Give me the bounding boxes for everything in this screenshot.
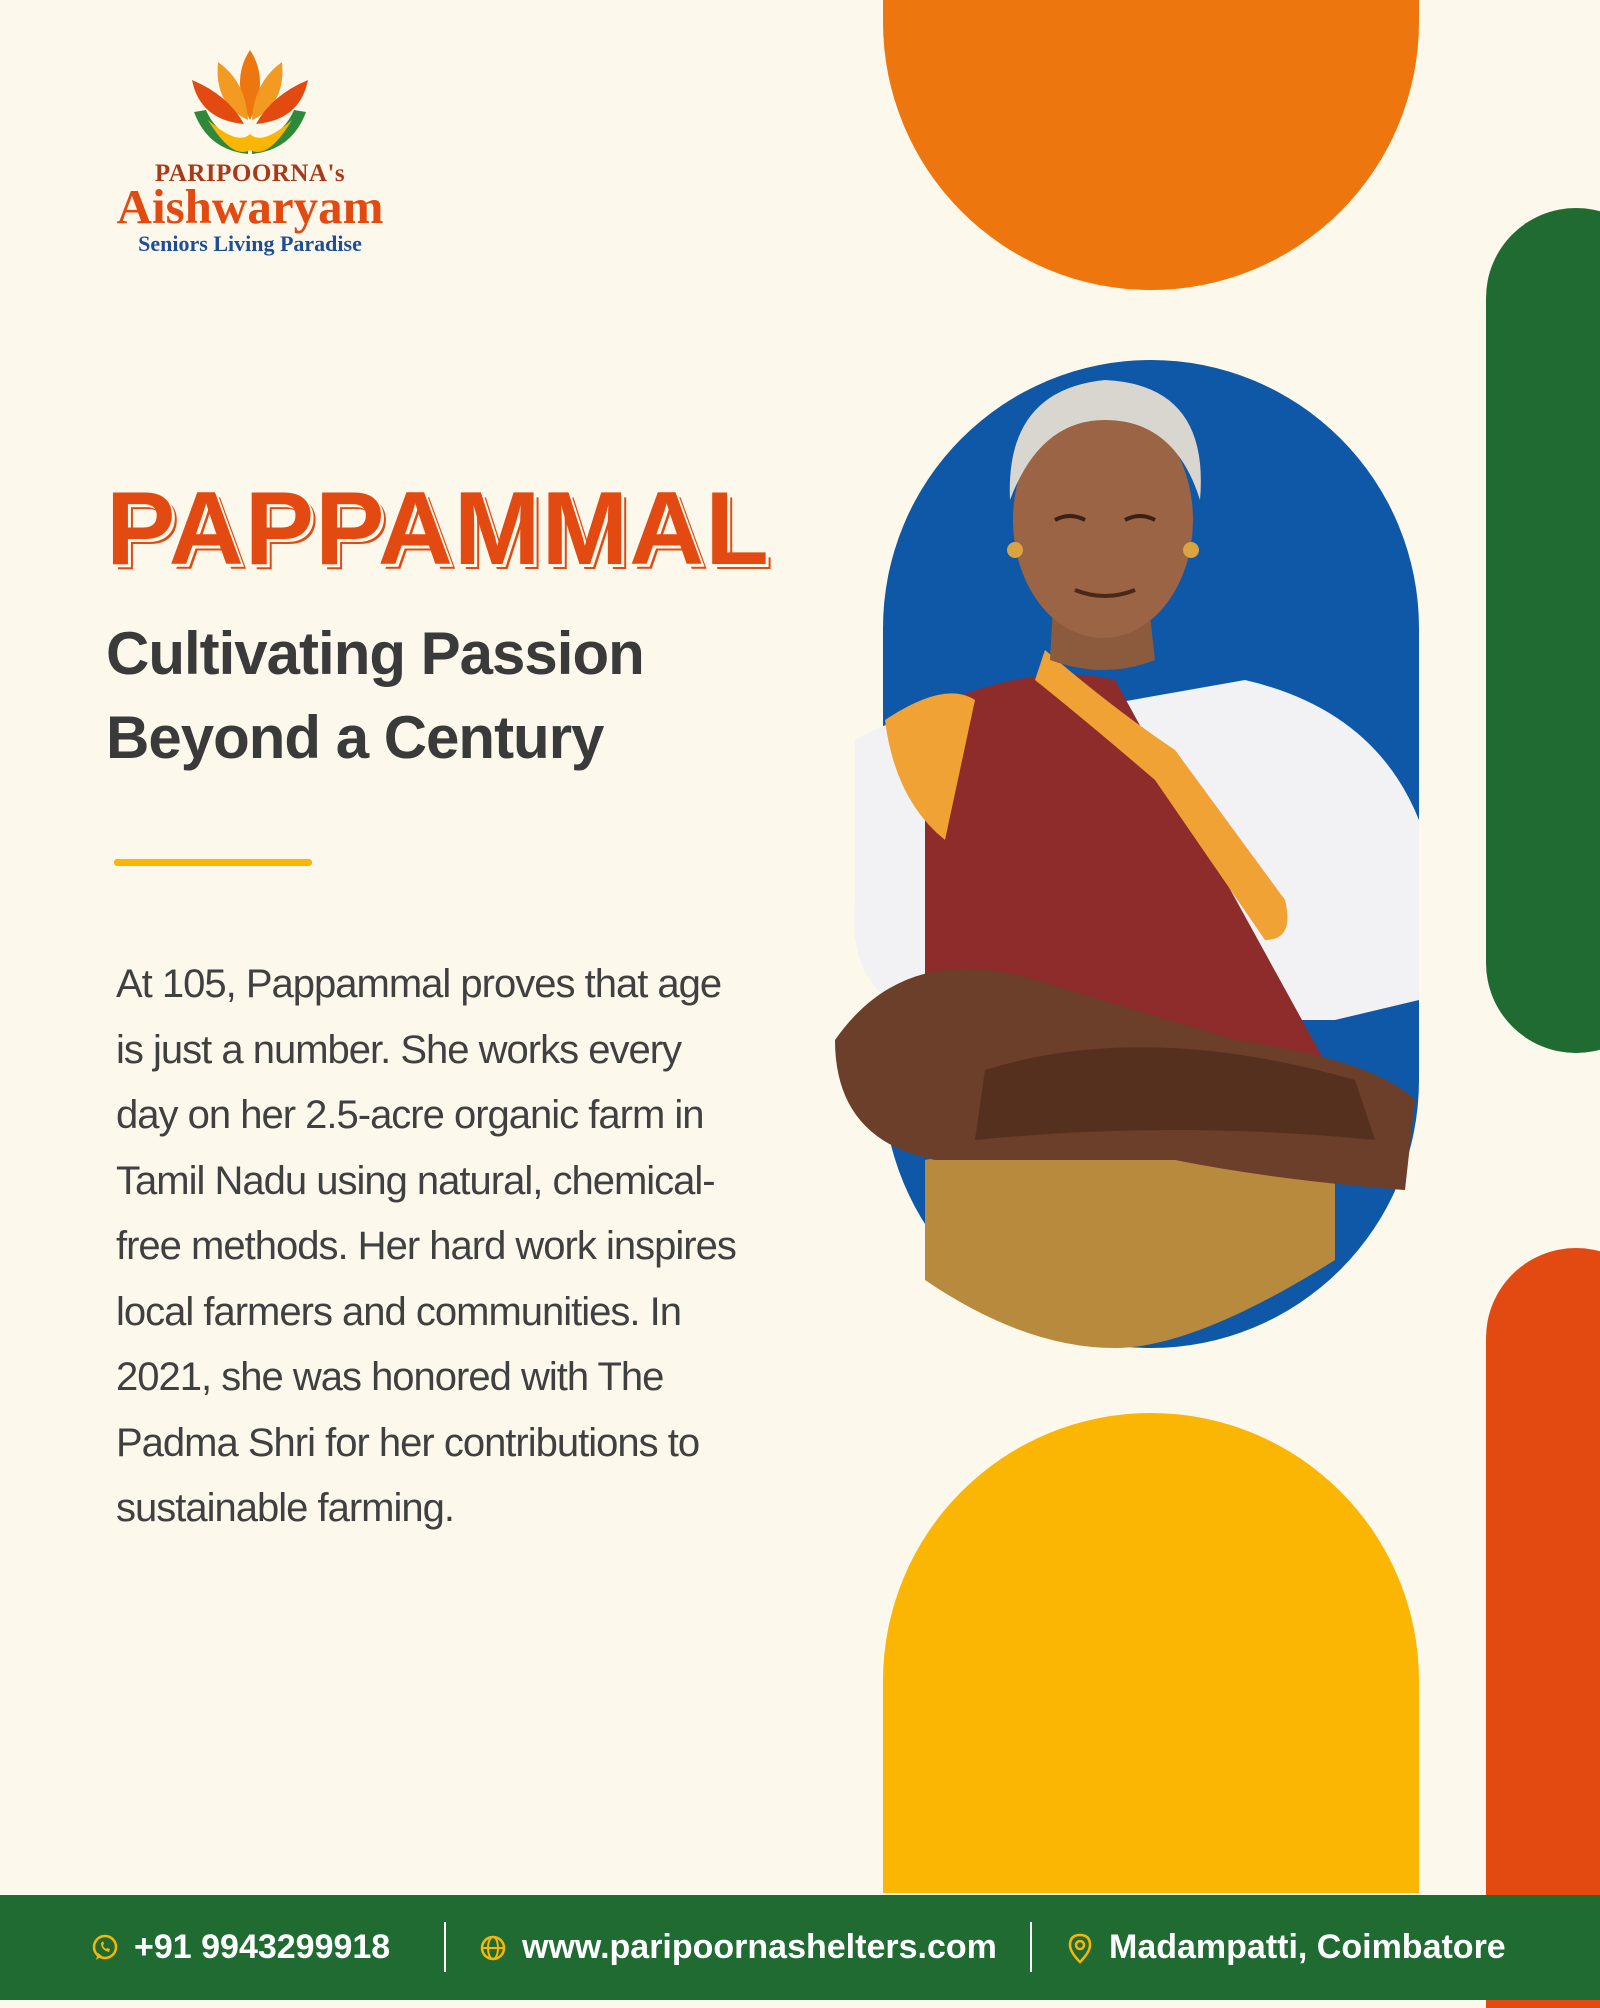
subheadline: Cultivating Passion Beyond a Century bbox=[106, 620, 644, 771]
brand-logo bbox=[100, 50, 400, 260]
whatsapp-icon bbox=[90, 1933, 120, 1963]
divider-line bbox=[114, 859, 312, 866]
red-pill-shape bbox=[1486, 1248, 1600, 2008]
footer-separator bbox=[1030, 1922, 1032, 1972]
orange-arch-shape bbox=[883, 0, 1419, 290]
phone-number: +91 9943299918 bbox=[134, 1928, 391, 1966]
brand-name: Aishwaryam bbox=[116, 179, 384, 234]
footer-location[interactable] bbox=[1065, 1895, 1506, 2000]
green-pill-shape bbox=[1486, 208, 1600, 1053]
location-pin-icon bbox=[1065, 1932, 1095, 1964]
footer-phone[interactable] bbox=[90, 1895, 390, 2000]
footer-bar bbox=[0, 1895, 1600, 2000]
portrait-photo bbox=[815, 380, 1419, 1348]
globe-icon bbox=[478, 1933, 508, 1963]
headline: PAPPAMMAL bbox=[106, 471, 770, 587]
yellow-arch-shape bbox=[883, 1413, 1419, 1893]
body-text: At 105, Pappammal proves that age is just a number. She works every day on her 2.5-acre organic farm in Tamil Nadu using natural, chemical-free methods. Her hard work inspires local farmers and communities. In 2021, she was honored with The Padma Shri for her contributions to sustainable farming. bbox=[116, 962, 736, 1530]
footer-website[interactable] bbox=[478, 1895, 997, 2000]
website-url: www.paripoornashelters.com bbox=[522, 1928, 997, 1966]
location-text: Madampatti, Coimbatore bbox=[1109, 1928, 1506, 1966]
footer-separator bbox=[444, 1922, 446, 1972]
lotus-hands-icon bbox=[188, 50, 312, 160]
brand-tagline: Seniors Living Paradise bbox=[138, 231, 362, 256]
brand-prefix: PARIPOORNA's bbox=[154, 160, 346, 187]
